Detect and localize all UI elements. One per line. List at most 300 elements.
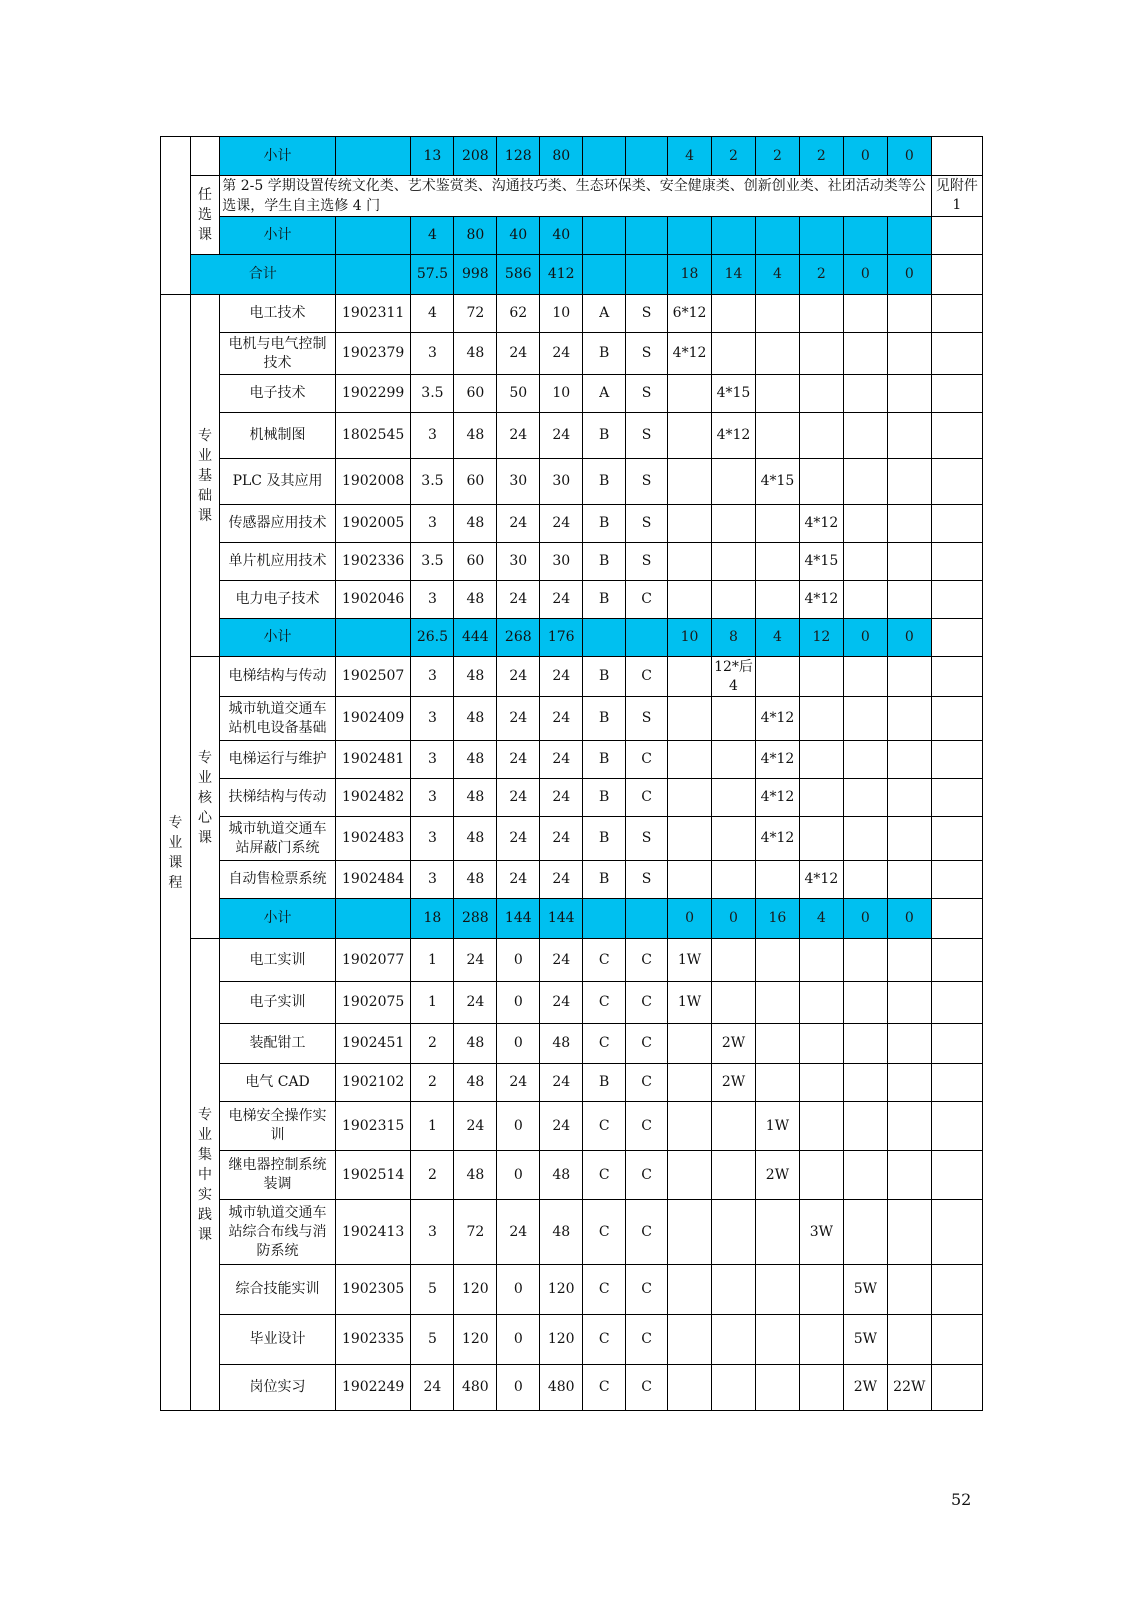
course-exam: S: [626, 375, 668, 413]
course-semester-2: [712, 1365, 756, 1411]
subtotal-total: 444: [454, 619, 497, 657]
course-name: 电工实训: [220, 939, 336, 982]
course-total: 120: [454, 1265, 497, 1315]
subtotal-total: 208: [454, 137, 497, 176]
remark-cell: [931, 741, 982, 779]
remark-cell: [931, 255, 982, 295]
course-name: 扶梯结构与传动: [220, 779, 336, 817]
remark-cell: [931, 1315, 982, 1365]
course-code: 1902507: [335, 657, 411, 697]
course-credit: 3: [411, 817, 454, 861]
subtotal-label: 小计: [220, 619, 336, 657]
subtotal-label: 小计: [220, 137, 336, 176]
course-practice: 24: [540, 657, 583, 697]
course-semester-3: [755, 982, 799, 1024]
course-semester-1: [668, 697, 712, 741]
course-total: 48: [454, 817, 497, 861]
course-type: A: [583, 295, 626, 333]
course-semester-6: [887, 657, 931, 697]
grand-total-total: 998: [454, 255, 497, 295]
course-semester-6: [887, 333, 931, 375]
course-semester-5: [843, 505, 887, 543]
course-code: 1902077: [335, 939, 411, 982]
course-semester-5: [843, 1200, 887, 1265]
subtotal-semester-6: [887, 217, 931, 255]
course-code: 1902075: [335, 982, 411, 1024]
course-semester-4: 4*12: [799, 505, 843, 543]
page-number: 52: [951, 1490, 972, 1509]
course-total: 48: [454, 333, 497, 375]
course-credit: 3: [411, 779, 454, 817]
course-type: C: [583, 1024, 626, 1064]
course-exam: C: [626, 657, 668, 697]
subtotal-exam: [626, 899, 668, 939]
course-credit: 1: [411, 939, 454, 982]
course-semester-6: [887, 982, 931, 1024]
course-type: B: [583, 333, 626, 375]
course-theory: 0: [497, 982, 540, 1024]
course-code: 1902451: [335, 1024, 411, 1064]
course-semester-3: [755, 1064, 799, 1102]
course-theory: 24: [497, 413, 540, 459]
course-practice: 48: [540, 1151, 583, 1200]
course-semester-5: [843, 861, 887, 899]
course-exam: S: [626, 413, 668, 459]
grand-total-type: [583, 255, 626, 295]
curriculum-table: [160, 136, 983, 1411]
table-row: [161, 1265, 983, 1315]
subtotal-semester-1: 4: [668, 137, 712, 176]
course-total: 60: [454, 375, 497, 413]
course-semester-3: 4*12: [755, 779, 799, 817]
course-credit: 3: [411, 657, 454, 697]
course-semester-1: [668, 459, 712, 505]
course-credit: 24: [411, 1365, 454, 1411]
course-practice: 10: [540, 295, 583, 333]
subtotal-semester-2: 0: [712, 899, 756, 939]
course-name: 综合技能实训: [220, 1265, 336, 1315]
course-type: B: [583, 459, 626, 505]
course-semester-6: [887, 413, 931, 459]
course-code: 1902379: [335, 333, 411, 375]
course-semester-5: 2W: [843, 1365, 887, 1411]
course-exam: S: [626, 459, 668, 505]
course-theory: 0: [497, 1102, 540, 1151]
course-exam: S: [626, 861, 668, 899]
elective-group-label: 任选课: [190, 176, 220, 255]
group-cell: [190, 137, 220, 176]
course-theory: 30: [497, 459, 540, 505]
course-exam: S: [626, 295, 668, 333]
course-type: A: [583, 375, 626, 413]
subtotal-type: [583, 899, 626, 939]
table-row: [161, 1200, 983, 1265]
course-exam: S: [626, 505, 668, 543]
course-semester-5: [843, 375, 887, 413]
remark-cell: [931, 697, 982, 741]
course-practice: 48: [540, 1024, 583, 1064]
course-semester-1: [668, 779, 712, 817]
subtotal-semester-1: 10: [668, 619, 712, 657]
course-credit: 3: [411, 1200, 454, 1265]
course-semester-3: [755, 1315, 799, 1365]
subtotal-code: [335, 899, 411, 939]
course-semester-2: [712, 1102, 756, 1151]
course-semester-5: [843, 1064, 887, 1102]
subtotal-semester-6: 0: [887, 619, 931, 657]
course-semester-4: [799, 1151, 843, 1200]
course-type: C: [583, 939, 626, 982]
remark-cell: [931, 619, 982, 657]
subtotal-semester-1: 0: [668, 899, 712, 939]
course-semester-2: [712, 939, 756, 982]
subtotal-practice: 80: [540, 137, 583, 176]
core-group-label: 专业核心课: [190, 657, 220, 939]
remark-cell: [931, 413, 982, 459]
professional-group-label: 专业课程: [161, 295, 191, 1411]
course-semester-6: [887, 939, 931, 982]
remark-cell: [931, 1102, 982, 1151]
course-name: 电梯安全操作实训: [220, 1102, 336, 1151]
course-total: 48: [454, 861, 497, 899]
remark-cell: [931, 1365, 982, 1411]
course-type: B: [583, 697, 626, 741]
course-semester-5: [843, 333, 887, 375]
course-type: B: [583, 861, 626, 899]
course-type: C: [583, 1365, 626, 1411]
course-semester-2: [712, 779, 756, 817]
course-practice: 10: [540, 375, 583, 413]
course-semester-2: [712, 295, 756, 333]
course-semester-6: [887, 1064, 931, 1102]
course-credit: 5: [411, 1265, 454, 1315]
subtotal-label: 小计: [220, 217, 336, 255]
course-total: 24: [454, 982, 497, 1024]
course-semester-5: [843, 697, 887, 741]
course-exam: C: [626, 1315, 668, 1365]
course-total: 48: [454, 505, 497, 543]
course-semester-6: [887, 861, 931, 899]
course-semester-6: [887, 505, 931, 543]
course-semester-4: [799, 375, 843, 413]
course-semester-5: [843, 817, 887, 861]
course-semester-2: [712, 741, 756, 779]
table-row: [161, 295, 983, 333]
course-semester-1: [668, 581, 712, 619]
course-semester-6: [887, 1315, 931, 1365]
course-type: B: [583, 779, 626, 817]
table-row: [161, 657, 983, 697]
grand-total-label: 合计: [190, 255, 335, 295]
subtotal-practice: 40: [540, 217, 583, 255]
table-row: [161, 817, 983, 861]
subtotal-semester-3: 4: [755, 619, 799, 657]
remark-cell: [931, 861, 982, 899]
table-row: [161, 697, 983, 741]
subtotal-credit: 4: [411, 217, 454, 255]
course-total: 48: [454, 1151, 497, 1200]
course-semester-2: 12*后4: [712, 657, 756, 697]
subtotal-semester-5: [843, 217, 887, 255]
course-semester-4: [799, 1024, 843, 1064]
course-theory: 62: [497, 295, 540, 333]
course-type: C: [583, 1265, 626, 1315]
remark-cell: [931, 899, 982, 939]
course-name: 电力电子技术: [220, 581, 336, 619]
remark-cell: [931, 543, 982, 581]
table-row: [161, 1102, 983, 1151]
course-semester-2: [712, 1200, 756, 1265]
course-name: 装配钳工: [220, 1024, 336, 1064]
course-name: 传感器应用技术: [220, 505, 336, 543]
course-semester-4: [799, 1365, 843, 1411]
course-total: 24: [454, 939, 497, 982]
grand-total-semester-6: 0: [887, 255, 931, 295]
course-theory: 0: [497, 1365, 540, 1411]
course-exam: C: [626, 581, 668, 619]
course-semester-4: [799, 1064, 843, 1102]
course-semester-6: [887, 1200, 931, 1265]
subtotal-theory: 128: [497, 137, 540, 176]
course-code: 1902482: [335, 779, 411, 817]
course-credit: 3.5: [411, 543, 454, 581]
course-semester-1: [668, 861, 712, 899]
remark-cell: [931, 779, 982, 817]
course-semester-6: [887, 581, 931, 619]
course-code: 1902514: [335, 1151, 411, 1200]
course-practice: 24: [540, 741, 583, 779]
course-total: 48: [454, 1064, 497, 1102]
course-semester-3: 4*12: [755, 697, 799, 741]
course-exam: C: [626, 1365, 668, 1411]
table-row: [161, 505, 983, 543]
course-semester-5: [843, 1102, 887, 1151]
table-row: [161, 375, 983, 413]
table-row: [161, 413, 983, 459]
subtotal-total: 288: [454, 899, 497, 939]
subtotal-exam: [626, 619, 668, 657]
subtotal-semester-5: 0: [843, 619, 887, 657]
course-name: 城市轨道交通车站综合布线与消防系统: [220, 1200, 336, 1265]
course-theory: 0: [497, 1151, 540, 1200]
course-semester-4: [799, 1315, 843, 1365]
course-name: 毕业设计: [220, 1315, 336, 1365]
course-credit: 3: [411, 861, 454, 899]
course-semester-3: [755, 1365, 799, 1411]
course-semester-2: [712, 817, 756, 861]
course-type: C: [583, 1102, 626, 1151]
course-semester-3: 4*12: [755, 741, 799, 779]
course-theory: 24: [497, 741, 540, 779]
grand-total-semester-3: 4: [755, 255, 799, 295]
course-semester-3: 1W: [755, 1102, 799, 1151]
course-semester-6: [887, 1024, 931, 1064]
course-name: 电梯运行与维护: [220, 741, 336, 779]
course-total: 72: [454, 1200, 497, 1265]
course-exam: C: [626, 1151, 668, 1200]
course-semester-5: [843, 939, 887, 982]
subtotal-semester-2: 2: [712, 137, 756, 176]
course-semester-6: [887, 543, 931, 581]
course-semester-1: [668, 375, 712, 413]
table-row: [161, 137, 983, 176]
course-semester-4: [799, 697, 843, 741]
table-row: [161, 982, 983, 1024]
course-credit: 1: [411, 982, 454, 1024]
course-name: 电子实训: [220, 982, 336, 1024]
subtotal-semester-5: 0: [843, 137, 887, 176]
course-credit: 1: [411, 1102, 454, 1151]
course-semester-4: [799, 817, 843, 861]
elective-remark: 见附件1: [931, 176, 982, 217]
grand-total-theory: 586: [497, 255, 540, 295]
course-theory: 50: [497, 375, 540, 413]
remark-cell: [931, 505, 982, 543]
course-code: 1902005: [335, 505, 411, 543]
grand-total-practice: 412: [540, 255, 583, 295]
course-type: C: [583, 1315, 626, 1365]
course-exam: C: [626, 741, 668, 779]
course-credit: 3.5: [411, 375, 454, 413]
course-name: 继电器控制系统装调: [220, 1151, 336, 1200]
course-semester-1: [668, 505, 712, 543]
course-semester-1: [668, 1365, 712, 1411]
course-exam: S: [626, 697, 668, 741]
course-semester-2: [712, 459, 756, 505]
subtotal-code: [335, 217, 411, 255]
remark-cell: [931, 817, 982, 861]
subtotal-credit: 26.5: [411, 619, 454, 657]
subtotal-credit: 18: [411, 899, 454, 939]
course-type: C: [583, 982, 626, 1024]
table-row: [161, 459, 983, 505]
grand-total-credit: 57.5: [411, 255, 454, 295]
course-name: 电工技术: [220, 295, 336, 333]
course-credit: 2: [411, 1064, 454, 1102]
table-row: [161, 1024, 983, 1064]
course-practice: 24: [540, 581, 583, 619]
course-type: B: [583, 581, 626, 619]
subtotal-semester-5: 0: [843, 899, 887, 939]
elective-note: 第 2-5 学期设置传统文化类、艺术鉴赏类、沟通技巧类、生态环保类、安全健康类、创新创业类、社团活动类等公选课，学生自主选修 4 门: [220, 176, 931, 217]
course-name: PLC 及其应用: [220, 459, 336, 505]
grand-total-code: [335, 255, 411, 295]
course-code: 1902481: [335, 741, 411, 779]
course-semester-3: [755, 375, 799, 413]
course-semester-1: [668, 1265, 712, 1315]
course-semester-3: [755, 657, 799, 697]
course-semester-1: [668, 657, 712, 697]
course-semester-4: [799, 939, 843, 982]
course-semester-2: 2W: [712, 1024, 756, 1064]
course-semester-3: [755, 939, 799, 982]
course-code: 1902046: [335, 581, 411, 619]
course-semester-2: [712, 1315, 756, 1365]
course-code: 1902315: [335, 1102, 411, 1151]
course-semester-4: 4*12: [799, 581, 843, 619]
course-practice: 24: [540, 413, 583, 459]
course-type: B: [583, 657, 626, 697]
course-semester-4: [799, 459, 843, 505]
course-semester-3: [755, 581, 799, 619]
subtotal-semester-3: 2: [755, 137, 799, 176]
course-total: 480: [454, 1365, 497, 1411]
course-code: 1902305: [335, 1265, 411, 1315]
remark-cell: [931, 333, 982, 375]
subtotal-semester-4: 12: [799, 619, 843, 657]
course-semester-4: [799, 779, 843, 817]
course-semester-5: [843, 982, 887, 1024]
subtotal-semester-1: [668, 217, 712, 255]
course-semester-2: 4*15: [712, 375, 756, 413]
course-semester-1: [668, 1064, 712, 1102]
course-semester-5: 5W: [843, 1265, 887, 1315]
course-semester-6: [887, 817, 931, 861]
course-semester-4: [799, 657, 843, 697]
course-semester-3: [755, 413, 799, 459]
basic-group-label: 专业基础课: [190, 295, 220, 657]
subtotal-code: [335, 619, 411, 657]
course-semester-5: [843, 1151, 887, 1200]
course-name: 电子技术: [220, 375, 336, 413]
course-code: 1902102: [335, 1064, 411, 1102]
course-type: B: [583, 817, 626, 861]
course-semester-4: [799, 741, 843, 779]
table-row: [161, 255, 983, 295]
course-code: 1902335: [335, 1315, 411, 1365]
subtotal-code: [335, 137, 411, 176]
course-name: 电机与电气控制技术: [220, 333, 336, 375]
course-theory: 24: [497, 779, 540, 817]
course-semester-6: 22W: [887, 1365, 931, 1411]
course-type: B: [583, 741, 626, 779]
course-theory: 0: [497, 1315, 540, 1365]
course-credit: 3: [411, 413, 454, 459]
course-type: B: [583, 1064, 626, 1102]
course-semester-6: [887, 1265, 931, 1315]
course-semester-5: [843, 581, 887, 619]
course-exam: C: [626, 1064, 668, 1102]
course-credit: 2: [411, 1151, 454, 1200]
course-semester-5: [843, 657, 887, 697]
course-semester-1: [668, 1024, 712, 1064]
subtotal-type: [583, 217, 626, 255]
course-semester-6: [887, 697, 931, 741]
remark-cell: [931, 1265, 982, 1315]
remark-cell: [931, 982, 982, 1024]
course-semester-3: [755, 543, 799, 581]
subtotal-theory: 40: [497, 217, 540, 255]
grand-total-semester-4: 2: [799, 255, 843, 295]
course-name: 电梯结构与传动: [220, 657, 336, 697]
course-credit: 3: [411, 581, 454, 619]
course-semester-3: [755, 1024, 799, 1064]
table-row: [161, 176, 983, 217]
course-semester-2: [712, 505, 756, 543]
course-semester-3: [755, 1265, 799, 1315]
course-code: 1902299: [335, 375, 411, 413]
course-semester-5: [843, 779, 887, 817]
course-semester-1: [668, 1102, 712, 1151]
course-semester-1: 1W: [668, 982, 712, 1024]
course-exam: S: [626, 817, 668, 861]
course-semester-2: [712, 333, 756, 375]
subtotal-type: [583, 137, 626, 176]
course-semester-4: 3W: [799, 1200, 843, 1265]
course-semester-3: [755, 1200, 799, 1265]
subtotal-practice: 176: [540, 619, 583, 657]
course-name: 电气 CAD: [220, 1064, 336, 1102]
